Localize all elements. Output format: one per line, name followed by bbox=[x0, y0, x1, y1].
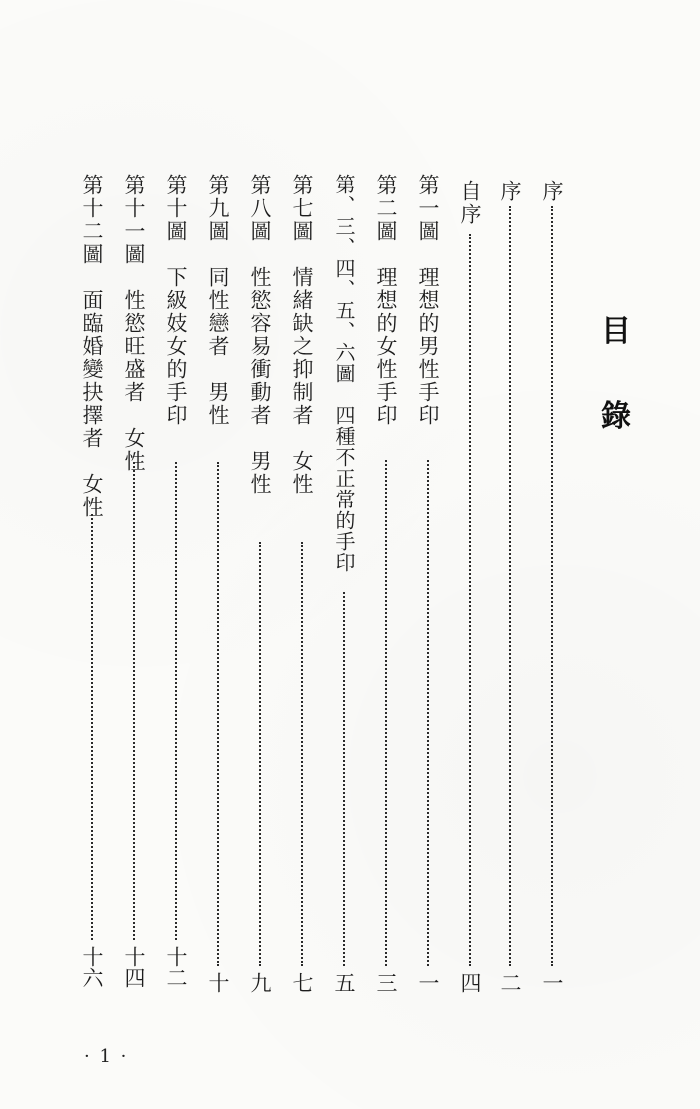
toc-entry-page: 五 bbox=[332, 972, 356, 993]
toc-entry-heading: 自序 bbox=[458, 180, 482, 226]
dotted-leader bbox=[551, 206, 553, 966]
toc-entry[interactable] bbox=[497, 180, 523, 1002]
toc-entry-heading: 第十一圖 性慾旺盛者 女性 bbox=[122, 174, 146, 473]
dotted-leader bbox=[343, 592, 345, 966]
toc-entry-heading: 第十圖 下級妓女的手印 bbox=[164, 174, 188, 427]
toc-entry-heading: 第八圖 性慾容易衝動者 男性 bbox=[248, 174, 272, 496]
toc-entry[interactable] bbox=[457, 180, 483, 1002]
toc-entry-heading: 第一圖 理想的男性手印 bbox=[416, 174, 440, 427]
toc-entry-page: 十二 bbox=[164, 946, 188, 988]
toc-entry-page: 十 bbox=[206, 972, 230, 993]
toc-entry-page: 七 bbox=[290, 972, 314, 993]
dotted-leader bbox=[259, 542, 261, 966]
toc-entry-page: 一 bbox=[416, 972, 440, 993]
toc-entry-page: 三 bbox=[374, 972, 398, 993]
toc-entry-heading: 第十二圖 面臨婚變抉擇者 女性 bbox=[80, 174, 104, 519]
toc-entry-heading: 第九圖 同性戀者 男性 bbox=[206, 174, 230, 427]
page-number-footer: · 1 · bbox=[84, 1046, 129, 1067]
toc-entry-page: 十六 bbox=[80, 946, 104, 988]
dotted-leader bbox=[91, 514, 93, 940]
toc-entry-heading: 第、三、四、五、六圖 四種不正常的手印 bbox=[332, 174, 356, 573]
toc-entry[interactable] bbox=[415, 174, 441, 1002]
toc-entry[interactable] bbox=[121, 174, 147, 1002]
dotted-leader bbox=[175, 462, 177, 940]
dotted-leader bbox=[301, 542, 303, 966]
dotted-leader bbox=[133, 462, 135, 940]
toc-entry-heading: 序 bbox=[540, 180, 564, 203]
toc-entry-heading: 第七圖 情緒缺之抑制者 女性 bbox=[290, 174, 314, 496]
toc-entry[interactable] bbox=[331, 174, 357, 1002]
dotted-leader bbox=[217, 462, 219, 966]
toc-entry-page: 四 bbox=[458, 972, 482, 993]
dotted-leader bbox=[509, 206, 511, 966]
toc-entry-page: 九 bbox=[248, 972, 272, 993]
toc-entry[interactable] bbox=[247, 174, 273, 1002]
dotted-leader bbox=[427, 460, 429, 966]
toc-entry[interactable] bbox=[289, 174, 315, 1002]
toc-title-char-2: 錄 bbox=[601, 399, 631, 434]
toc-entry-heading: 序 bbox=[498, 180, 522, 203]
toc-entry[interactable] bbox=[373, 174, 399, 1002]
toc-entry[interactable] bbox=[163, 174, 189, 1002]
toc-title-char-1: 目 bbox=[601, 314, 631, 349]
toc-entry-page: 二 bbox=[498, 972, 522, 993]
toc-entry[interactable] bbox=[539, 180, 565, 1002]
toc-entry-page: 一 bbox=[540, 972, 564, 993]
toc-entry-heading: 第二圖 理想的女性手印 bbox=[374, 174, 398, 427]
dotted-leader bbox=[385, 460, 387, 966]
toc-entry[interactable] bbox=[79, 174, 105, 1002]
toc-entry[interactable] bbox=[205, 174, 231, 1002]
toc-entry-page: 十四 bbox=[122, 946, 146, 988]
dotted-leader bbox=[469, 234, 471, 966]
